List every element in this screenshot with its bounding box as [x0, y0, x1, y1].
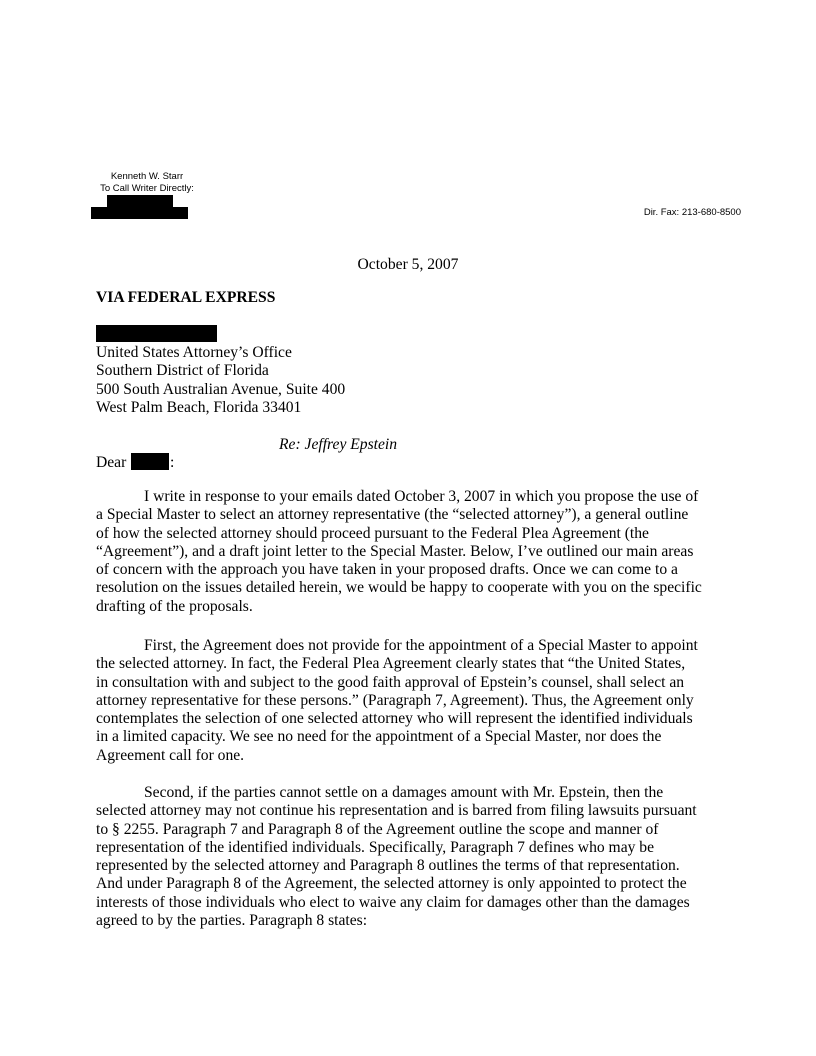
- paragraph-line: representation of the identified individuals. Specifically, Paragraph 7 defines who may be: [96, 838, 655, 856]
- redacted-recipient-name: [96, 325, 217, 342]
- paragraph-line: contemplates the selection of one selected attorney who will represent the identified individuals: [96, 710, 693, 728]
- recipient-address: [96, 344, 496, 417]
- body-paragraph: [96, 637, 726, 765]
- fax-number: Dir. Fax: 213-680-8500: [643, 207, 741, 218]
- recipient-district: Southern District of Florida: [96, 362, 269, 380]
- redacted-email: [91, 207, 188, 219]
- author-name: Kenneth W. Starr: [110, 171, 184, 182]
- salutation-dear: Dear: [96, 454, 127, 471]
- paragraph-line: to § 2255. Paragraph 7 and Paragraph 8 of the Agreement outline the scope and manner of: [96, 820, 659, 838]
- paragraph-line: represented by the selected attorney and Paragraph 8 outlines the terms of that representation.: [96, 857, 680, 875]
- paragraph-line: a Special Master to select an attorney representative (the “selected attorney”), a general outline: [96, 506, 689, 524]
- paragraph-line: resolution on the issues detailed herein, we would be happy to cooperate with you on the specific: [96, 579, 702, 597]
- redacted-phone: [107, 195, 173, 207]
- letter-date: October 5, 2007: [357, 256, 459, 273]
- paragraph-line: attorney representative for these persons.” (Paragraph 7, Agreement). Thus, the Agreement only: [96, 691, 694, 709]
- redacted-salutation-name: [131, 453, 169, 470]
- paragraph-line: in a limited capacity. We see no need for the appointment of a Special Master, nor does the: [96, 728, 662, 746]
- recipient-office: United States Attorney’s Office: [96, 344, 292, 361]
- paragraph-line: First, the Agreement does not provide for the appointment of a Special Master to appoint: [144, 637, 698, 654]
- body-paragraph: [96, 784, 726, 930]
- paragraph-line: the selected attorney. In fact, the Federal Plea Agreement clearly states that “the United States,: [96, 655, 686, 673]
- call-writer-label: To Call Writer Directly:: [100, 183, 194, 194]
- paragraph-line: drafting of the proposals.: [96, 597, 253, 615]
- paragraph-line: of how the selected attorney should proceed pursuant to the Federal Plea Agreement (the: [96, 524, 649, 542]
- paragraph-line: interests of those individuals who elect to waive any claim for damages other than the damages: [96, 893, 690, 911]
- recipient-street: 500 South Australian Avenue, Suite 400: [96, 380, 346, 398]
- paragraph-line: in consultation with and subject to the good faith approval of Epstein’s counsel, shall select an: [96, 673, 685, 691]
- paragraph-line: agreed to by the parties. Paragraph 8 states:: [96, 912, 368, 930]
- paragraph-line: And under Paragraph 8 of the Agreement, the selected attorney is only appointed to protect the: [96, 875, 687, 893]
- recipient-city: West Palm Beach, Florida 33401: [96, 398, 302, 416]
- delivery-method: VIA FEDERAL EXPRESS: [96, 289, 276, 306]
- paragraph-line: I write in response to your emails dated October 3, 2007 in which you propose the use of: [144, 488, 699, 505]
- paragraph-line: selected attorney may not continue his representation and is barred from filing lawsuits pursuant: [96, 802, 697, 820]
- body-paragraph: [96, 488, 726, 616]
- paragraph-line: “Agreement”), and a draft joint letter to the Special Master. Below, I’ve outlined our main areas: [96, 542, 694, 560]
- paragraph-line: Second, if the parties cannot settle on a damages amount with Mr. Epstein, then the: [144, 784, 664, 801]
- re-line: Re: Jeffrey Epstein: [279, 436, 398, 453]
- paragraph-line: Agreement call for one.: [96, 746, 245, 764]
- salutation-colon: :: [170, 454, 175, 471]
- paragraph-line: of concern with the approach you have taken in your proposed drafts. Once we can come to a: [96, 561, 678, 579]
